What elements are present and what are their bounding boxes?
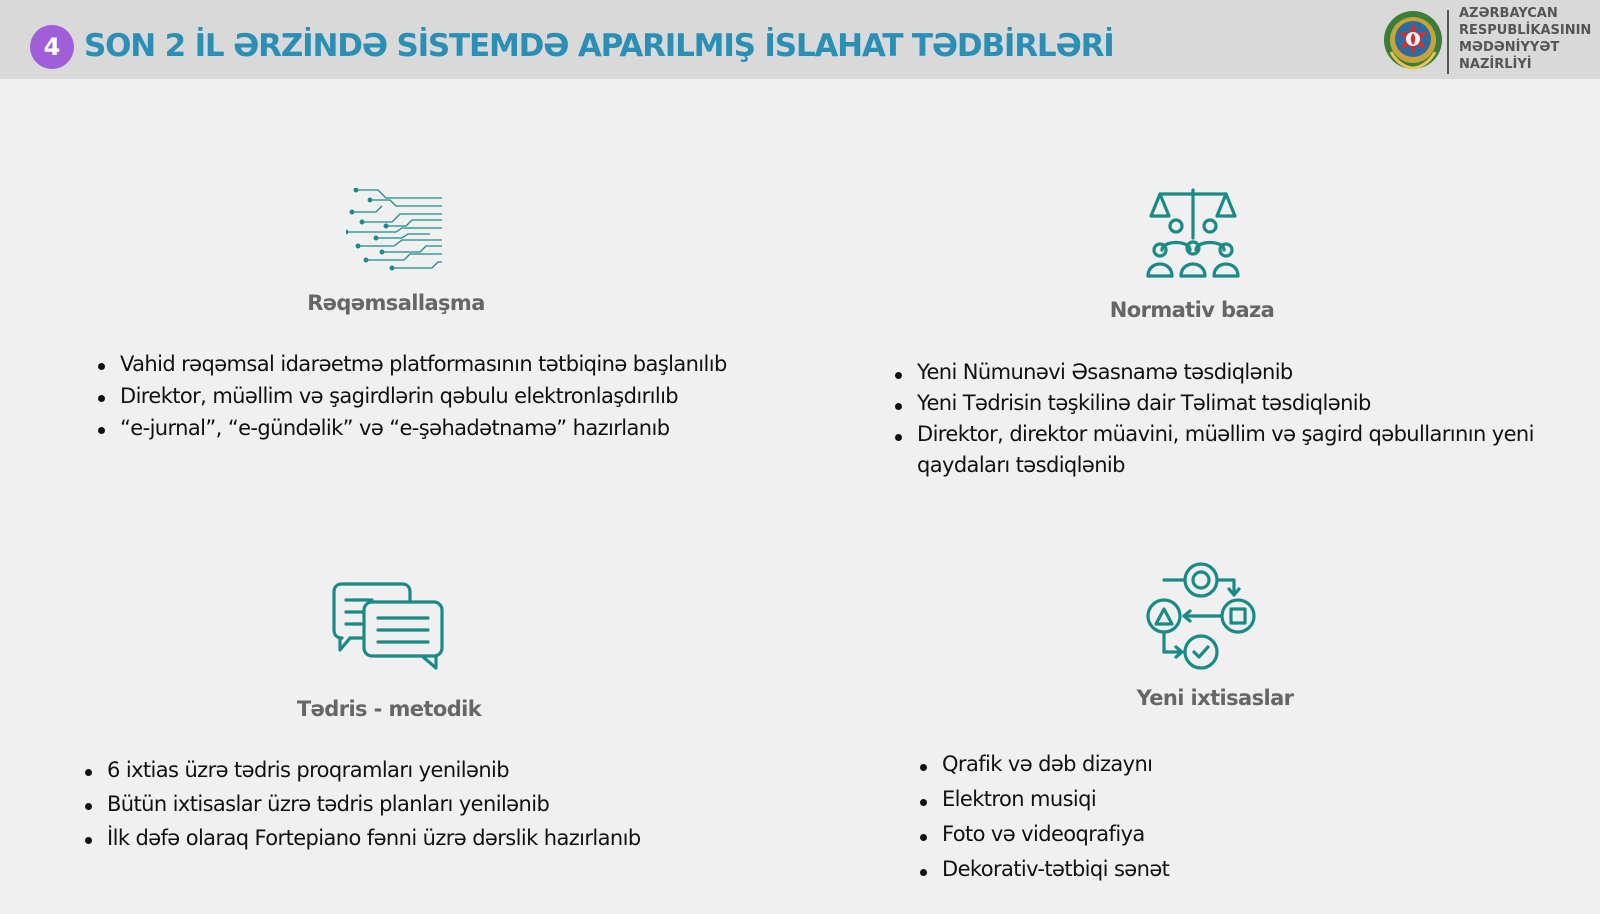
yeni-ixtisaslar-list (920, 747, 1520, 887)
emblem-divider (1447, 10, 1449, 74)
list-item: Foto və videoqrafiya (920, 817, 1520, 852)
section-number-badge: 4 (30, 25, 74, 69)
chat-bubbles-icon (332, 582, 446, 672)
list-item: Yeni Nümunəvi Əsasnamə təsdiqlənib (895, 357, 1535, 388)
ministry-emblem-icon (1382, 8, 1444, 72)
list-item: Direktor, direktor müavini, müəllim və şagird qəbullarının yeni qaydaları təsdiqlənib (895, 419, 1535, 481)
ministry-line: RESPUBLİKASININ (1459, 23, 1592, 38)
ministry-line: AZƏRBAYCAN (1459, 6, 1558, 21)
list-item: Elektron musiqi (920, 782, 1520, 817)
ministry-line: NAZİRLİYİ (1459, 57, 1532, 72)
list-item: Yeni Tədrisin təşkilinə dair Təlimat təsdiqlənib (895, 388, 1535, 419)
reqemsallasma-list (98, 348, 738, 444)
list-item: Direktor, müəllim və şagirdlərin qəbulu elektronlaşdırılıb (98, 380, 738, 412)
list-item: Qrafik və dəb dizaynı (920, 747, 1520, 782)
tedris-metodik-list (85, 753, 725, 855)
list-item: Dekorativ-tətbiqi sənət (920, 852, 1520, 887)
normativ-baza-list (895, 357, 1535, 481)
ministry-name (1459, 5, 1591, 73)
workflow-shapes-icon (1146, 562, 1256, 672)
circuit-lines-icon (346, 188, 446, 274)
list-item: “e-jurnal”, “e-gündəlik” və “e-şəhadətnamə” hazırlanıb (98, 412, 738, 444)
list-item: Vahid rəqəmsal idarəetmə platformasının tətbiqinə başlanılıb (98, 348, 738, 380)
section-title-normativ-baza: Normativ baza (1109, 298, 1275, 322)
section-title-reqemsallasma: Rəqəmsallaşma (307, 291, 485, 315)
scales-people-icon (1146, 188, 1240, 282)
ministry-line: MƏDƏNİYYƏT (1459, 40, 1560, 55)
list-item: 6 ixtias üzrə tədris proqramları yenilənib (85, 753, 725, 787)
list-item: İlk dəfə olaraq Fortepiano fənni üzrə dərslik hazırlanıb (85, 821, 725, 855)
section-title-tedris-metodik: Tədris - metodik (296, 697, 482, 721)
section-title-yeni-ixtisaslar: Yeni ixtisaslar (1136, 686, 1294, 710)
list-item: Bütün ixtisaslar üzrə tədris planları yenilənib (85, 787, 725, 821)
page-title: SON 2 İL ƏRZİNDƏ SİSTEMDƏ APARILMIŞ İSLAHAT TƏDBİRLƏRİ (84, 28, 1114, 64)
